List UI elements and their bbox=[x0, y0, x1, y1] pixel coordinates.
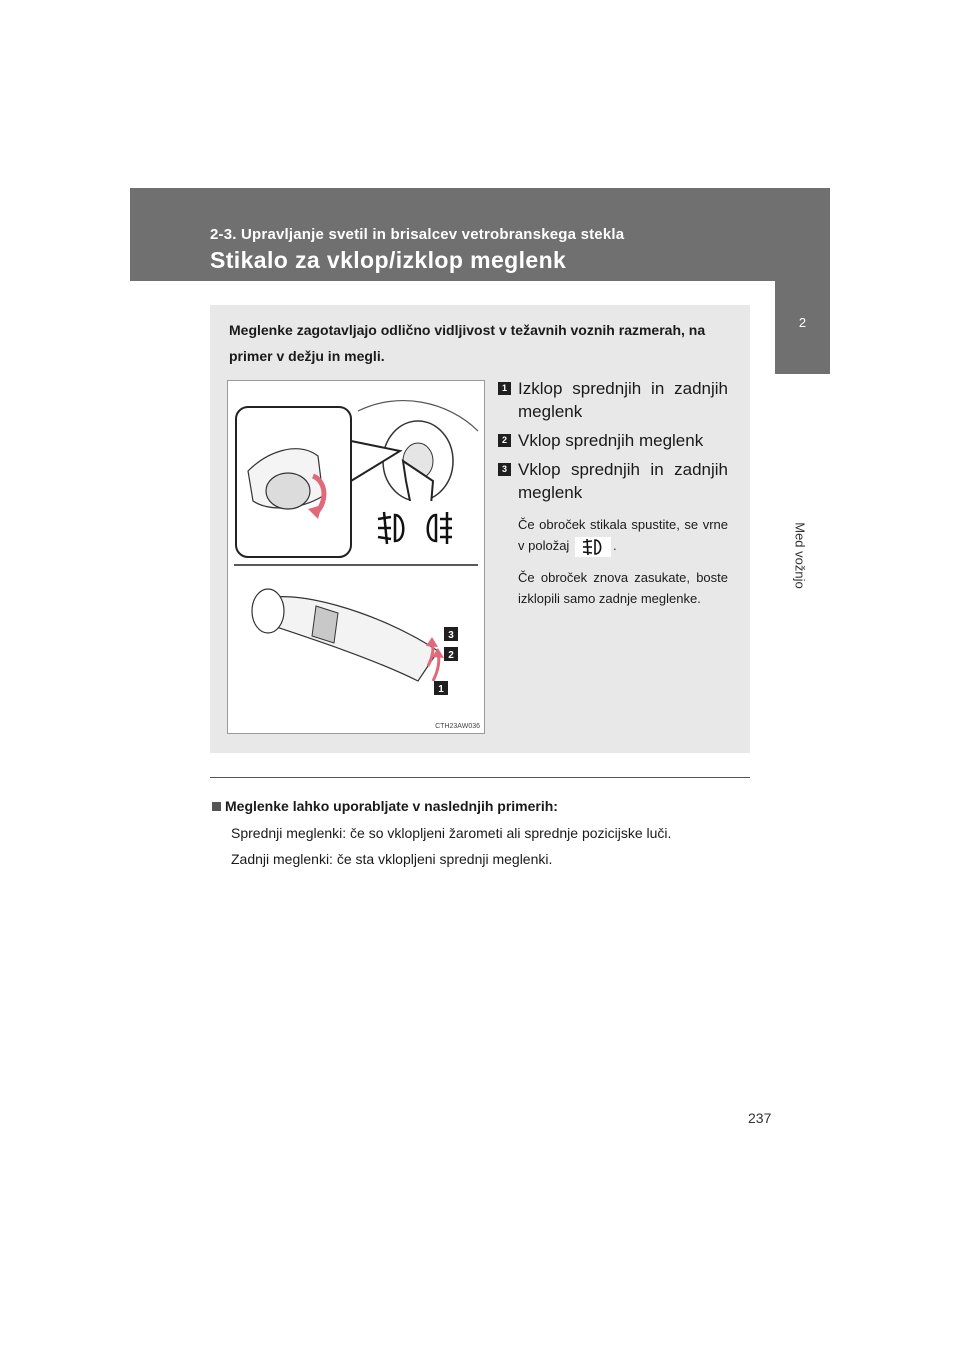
step-badge: 2 bbox=[498, 434, 511, 447]
chapter-tab bbox=[775, 281, 830, 374]
note-rotate: Če obroček znova zasukate, boste izklopili samo zadnje meglenke. bbox=[518, 569, 728, 606]
chapter-number: 2 bbox=[798, 315, 807, 330]
step-3 bbox=[498, 458, 728, 504]
intro-text: Meglenke zagotavljajo odlično vidljivost v težavnih voznih razmerah, na primer v dežju in megli. bbox=[229, 322, 706, 364]
page-title: Stikalo za vklop/izklop meglenk bbox=[210, 247, 567, 273]
fog-switch-figure bbox=[227, 380, 485, 734]
usage-heading bbox=[212, 798, 558, 814]
step-1 bbox=[498, 377, 728, 423]
bullet-square-icon bbox=[212, 802, 221, 811]
page-number: 237 bbox=[748, 1110, 772, 1126]
section-divider bbox=[210, 777, 750, 778]
step-badge: 1 bbox=[498, 382, 511, 395]
note-text-end: . bbox=[612, 538, 617, 553]
figure-code: CTH23AW036 bbox=[435, 723, 480, 730]
section-label: 2-3. Upravljanje svetil in brisalcev vetrobranskega stekla bbox=[210, 226, 625, 243]
note-text: Če obroček stikala spustite, se vrne v položaj bbox=[518, 517, 728, 553]
label-1: 1 bbox=[438, 684, 444, 695]
step-text: Vklop sprednjih meglenk bbox=[518, 431, 704, 450]
step-badge: 3 bbox=[498, 463, 511, 476]
step-text: Vklop sprednjih in zadnjih meglenk bbox=[518, 460, 728, 502]
usage-heading-text: Meglenke lahko uporabljate v naslednjih primerih: bbox=[225, 798, 558, 814]
step-text: Izklop sprednjih in zadnjih meglenk bbox=[518, 379, 728, 421]
label-2: 2 bbox=[448, 650, 454, 661]
step-2 bbox=[498, 429, 728, 452]
front-fog-light-icon bbox=[575, 537, 611, 557]
label-3: 3 bbox=[448, 630, 454, 641]
chapter-title: Med vožnjo bbox=[792, 522, 808, 589]
fog-switch-illustration bbox=[228, 381, 484, 733]
usage-line-rear: Zadnji meglenki: če sta vklopljeni sprednji meglenki. bbox=[231, 851, 553, 867]
note-release bbox=[498, 514, 728, 557]
usage-line-front: Sprednji meglenki: če so vklopljeni žarometi ali sprednje pozicijske luči. bbox=[231, 825, 672, 841]
steps-list bbox=[498, 377, 728, 609]
info-box bbox=[210, 305, 750, 753]
